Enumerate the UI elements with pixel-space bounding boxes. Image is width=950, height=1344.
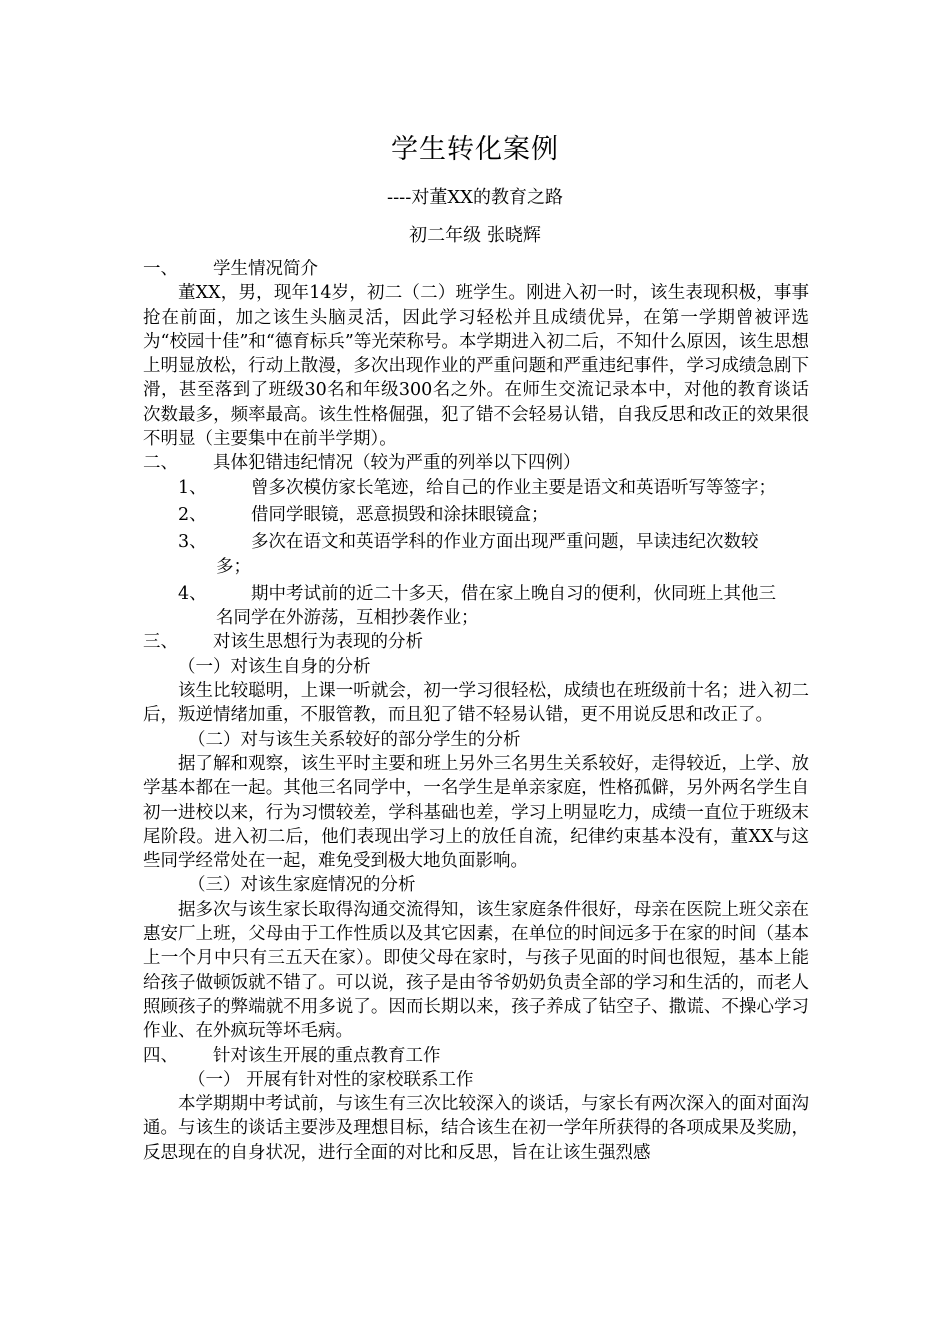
document-body	[143, 257, 809, 1165]
section-title: 具体犯错违纪情况（较为严重的列举以下四例）	[213, 453, 581, 474]
list-item	[143, 503, 809, 527]
list-item-number: 3、	[178, 532, 207, 553]
subsection-paragraph: 据多次与该生家长取得沟通交流得知，该生家庭条件很好，母亲在医院上班父亲在惠安厂上班，父母由于工作性质以及其它因素，在单位的时间远多于在家的时间（基本上一个月中只有三五天在家）。即使父母在家时，与孩子见面的时间也很短，基本上能给孩子做顿饭就不错了。可以说，孩子是由爷爷奶奶负责全部的学习和生活的，而老人照顾孩子的弊端就不用多说了。因而长期以来，孩子养成了钻空子、撒谎、不操心学习作业、在外疯玩等坏毛病。	[143, 899, 809, 1042]
document-title: 学生转化案例	[391, 134, 559, 165]
section-title: 针对该生开展的重点教育工作	[213, 1045, 441, 1066]
list-item	[143, 582, 809, 631]
subsection-heading: （一）对该生自身的分析	[178, 656, 371, 677]
section-heading	[143, 1044, 809, 1068]
section-number: 三、	[143, 632, 178, 653]
subsection-heading: （三）对该生家庭情况的分析	[188, 875, 416, 896]
list-item-continuation: 名同学在外游荡，互相抄袭作业；	[216, 608, 479, 629]
list-item-text	[251, 503, 809, 527]
list-item-number: 1、	[178, 477, 207, 498]
list-item-line: 期中考试前的近二十多天，借在家上晚自习的便利，伙同班上其他三	[251, 583, 776, 604]
section-title: 学生情况简介	[213, 259, 318, 279]
section-number: 四、	[143, 1045, 178, 1066]
list-item-text	[216, 582, 809, 631]
subsection-paragraph: 据了解和观察，该生平时主要和班上另外三名男生关系较好，走得较近，上学、放学基本都在一起。其他三名同学中，一名学生是单亲家庭，性格孤僻，另外两名学生自初一进校以来，行为习惯较差，学科基础也差，学习上明显吃力，成绩一直位于班级末尾阶段。进入初二后，他们表现出学习上的放任自流，纪律约束基本没有，董XX与这些同学经常处在一起，难免受到极大地负面影响。	[143, 753, 809, 872]
list-item-number: 4、	[178, 583, 207, 604]
list-item-number: 2、	[178, 504, 207, 525]
section-heading	[143, 451, 809, 475]
section-number: 二、	[143, 453, 178, 474]
document-subtitle: ----对董XX的教育之路	[387, 187, 563, 208]
subsection-paragraph: 该生比较聪明，上课一听就会，初一学习很轻松，成绩也在班级前十名；进入初二后，叛逆情绪加重，不服管教，而且犯了错不轻易认错，更不用说反思和改正了。	[143, 681, 809, 726]
list-item-line: 多次在语文和英语学科的作业方面出现严重问题，早读违纪次数较	[251, 532, 759, 553]
list-item-text	[251, 476, 809, 500]
section-title: 对该生思想行为表现的分析	[213, 632, 423, 653]
list-item	[143, 476, 809, 500]
document-author: 初二年级 张晓辉	[409, 225, 541, 246]
list-item-line: 借同学眼镜，恶意损毁和涂抹眼镜盒；	[251, 504, 549, 525]
list-item	[143, 530, 809, 579]
list-item-line: 曾多次模仿家长笔迹，给自己的作业主要是语文和英语听写等签字；	[251, 477, 776, 498]
list-item-continuation: 多；	[216, 556, 251, 577]
section-number: 一、	[143, 259, 178, 279]
list-item-text	[216, 530, 809, 579]
section-paragraph: 董XX，男，现年14岁，初二（二）班学生。刚进入初一时，该生表现积极，事事抢在前面，加之该生头脑灵活，因此学习轻松并且成绩优异，在第一学期曾被评选为“校园十佳”和“德育标兵”等光荣称号。本学期进入初二后，不知什么原因，该生思想上明显放松，行动上散漫，多次出现作业的严重问题和严重违纪事件，学习成绩急剧下滑，甚至落到了班级30名和年级300名之外。在师生交流记录本中，对他的教育谈话次数最多，频率最高。该生性格倔强，犯了错不会轻易认错，自我反思和改正的效果很不明显（主要集中在前半学期）。	[143, 283, 809, 450]
section-heading	[143, 630, 809, 654]
subsection-paragraph: 本学期期中考试前，与该生有三次比较深入的谈话，与家长有两次深入的面对面沟通。与该生的谈话主要涉及理想目标，结合该生在初一学年所获得的各项成果及奖励，反思现在的自身状况，进行全面的对比和反思，旨在让该生强烈感	[143, 1094, 809, 1163]
section-heading	[143, 257, 809, 281]
subsection-heading: （一） 开展有针对性的家校联系工作	[188, 1069, 474, 1090]
subsection-heading: （二）对与该生关系较好的部分学生的分析	[188, 729, 521, 750]
